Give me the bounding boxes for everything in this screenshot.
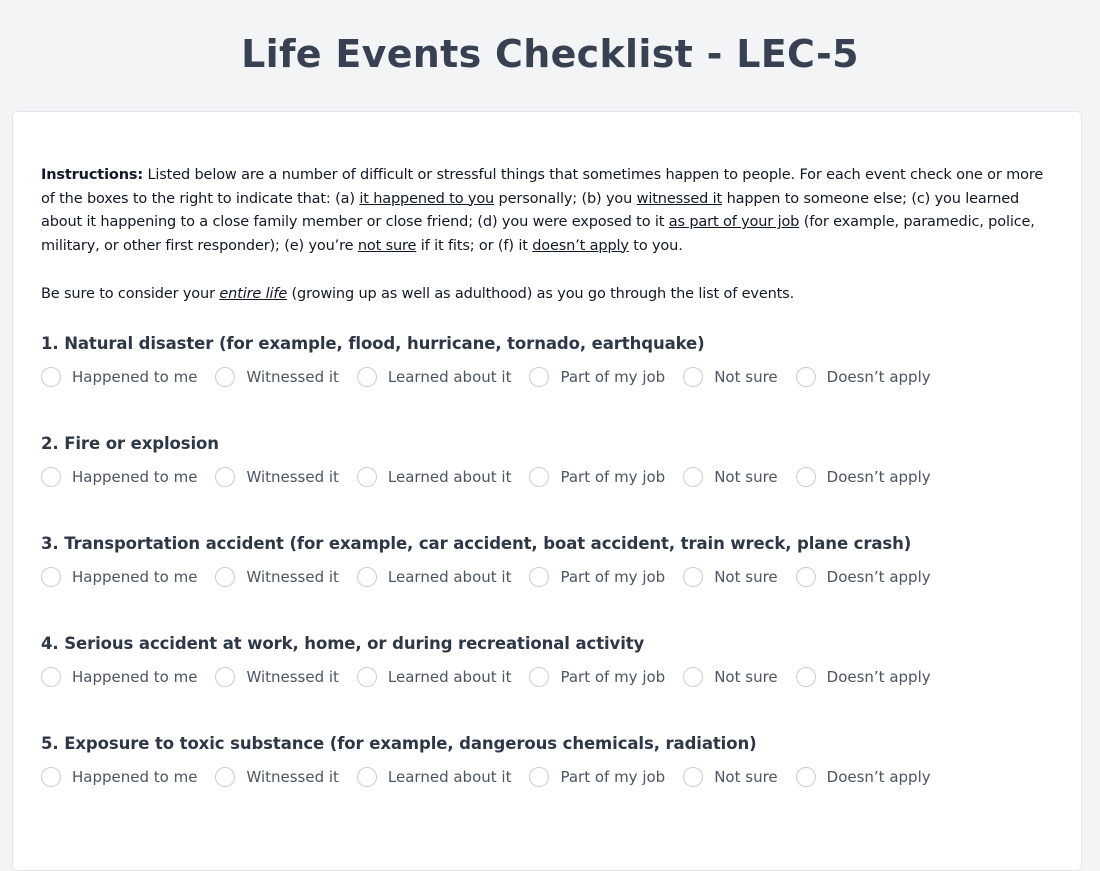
option-doesnt-apply[interactable] — [796, 567, 931, 587]
option-label: Part of my job — [560, 768, 666, 786]
option-happened-to-me[interactable] — [41, 767, 197, 787]
radio-button[interactable] — [683, 367, 703, 387]
option-doesnt-apply[interactable] — [796, 667, 931, 687]
radio-button[interactable] — [683, 567, 703, 587]
question-title: 5. Exposure to toxic substance (for example, dangerous chemicals, radiation) — [41, 734, 757, 753]
option-part-of-my-job[interactable] — [529, 767, 665, 787]
radio-button[interactable] — [41, 767, 61, 787]
option-label: Witnessed it — [246, 468, 339, 486]
option-group — [41, 565, 1053, 589]
consider-emphasis: entire life — [219, 286, 288, 302]
consider-text — [41, 283, 1053, 306]
radio-button[interactable] — [357, 667, 377, 687]
option-doesnt-apply[interactable] — [796, 467, 931, 487]
instructions-part: personally; (b) you — [494, 190, 637, 207]
option-witnessed-it[interactable] — [215, 667, 338, 687]
question-5 — [41, 732, 1053, 832]
radio-button[interactable] — [529, 567, 549, 587]
option-label: Part of my job — [560, 468, 666, 486]
question-3 — [41, 532, 1053, 632]
question-1 — [41, 332, 1053, 432]
checklist-card — [12, 111, 1082, 871]
option-label: Learned about it — [387, 768, 512, 786]
option-group — [41, 765, 1053, 789]
radio-button[interactable] — [796, 367, 816, 387]
radio-button[interactable] — [41, 467, 61, 487]
option-part-of-my-job[interactable] — [529, 367, 665, 387]
radio-button[interactable] — [529, 467, 549, 487]
option-witnessed-it[interactable] — [215, 767, 338, 787]
radio-button[interactable] — [796, 567, 816, 587]
option-not-sure[interactable] — [683, 567, 777, 587]
option-label: Part of my job — [560, 568, 666, 586]
instructions-emphasis: as part of your job — [668, 214, 800, 230]
option-label: Learned about it — [387, 368, 512, 386]
question-title: 1. Natural disaster (for example, flood, hurricane, tornado, earthquake) — [41, 334, 705, 353]
option-doesnt-apply[interactable] — [796, 767, 931, 787]
instructions-emphasis: witnessed it — [636, 190, 723, 207]
option-label: Happened to me — [72, 668, 198, 686]
option-learned-about-it[interactable] — [357, 367, 512, 387]
option-doesnt-apply[interactable] — [796, 367, 931, 387]
option-label: Happened to me — [72, 468, 198, 486]
radio-button[interactable] — [41, 367, 61, 387]
option-learned-about-it[interactable] — [357, 467, 512, 487]
option-label: Happened to me — [72, 568, 198, 586]
option-label: Not sure — [714, 468, 778, 486]
instructions-part: Listed below are a number of difficult or stressful things that sometimes happen to people. For each event check one or more of the boxes to the right to indicate that: (a) — [41, 167, 1044, 207]
question-2 — [41, 432, 1053, 532]
option-not-sure[interactable] — [683, 367, 777, 387]
option-happened-to-me[interactable] — [41, 467, 197, 487]
question-list — [41, 332, 1053, 832]
option-label: Doesn’t apply — [826, 668, 931, 686]
radio-button[interactable] — [357, 767, 377, 787]
radio-button[interactable] — [529, 767, 549, 787]
radio-button[interactable] — [41, 667, 61, 687]
page-title: Life Events Checklist - LEC-5 — [241, 32, 859, 76]
option-label: Doesn’t apply — [826, 468, 931, 486]
option-learned-about-it[interactable] — [357, 667, 512, 687]
option-label: Doesn’t apply — [826, 368, 931, 386]
instructions-part: if it fits; or (f) it — [416, 237, 533, 254]
option-not-sure[interactable] — [683, 467, 777, 487]
question-title: 3. Transportation accident (for example, car accident, boat accident, train wreck, plane crash) — [41, 534, 912, 553]
option-label: Doesn’t apply — [826, 768, 931, 786]
instructions-emphasis: not sure — [357, 237, 417, 254]
option-group — [41, 365, 1053, 389]
option-part-of-my-job[interactable] — [529, 467, 665, 487]
option-label: Witnessed it — [246, 668, 339, 686]
option-happened-to-me[interactable] — [41, 367, 197, 387]
radio-button[interactable] — [796, 467, 816, 487]
option-learned-about-it[interactable] — [357, 767, 512, 787]
option-label: Not sure — [714, 668, 778, 686]
question-4 — [41, 632, 1053, 732]
consider-part: (growing up as well as adulthood) as you go through the list of events. — [287, 286, 795, 302]
instructions-text — [41, 164, 1053, 258]
radio-button[interactable] — [215, 567, 235, 587]
option-label: Part of my job — [560, 668, 666, 686]
option-label: Not sure — [714, 768, 778, 786]
instructions-part: to you. — [628, 237, 683, 254]
option-witnessed-it[interactable] — [215, 467, 338, 487]
option-label: Part of my job — [560, 368, 666, 386]
option-label: Witnessed it — [246, 368, 339, 386]
option-witnessed-it[interactable] — [215, 367, 338, 387]
option-witnessed-it[interactable] — [215, 567, 338, 587]
radio-button[interactable] — [796, 667, 816, 687]
option-not-sure[interactable] — [683, 667, 777, 687]
option-label: Learned about it — [387, 468, 512, 486]
radio-button[interactable] — [529, 667, 549, 687]
option-label: Witnessed it — [246, 568, 339, 586]
option-group — [41, 665, 1053, 689]
option-not-sure[interactable] — [683, 767, 777, 787]
radio-button[interactable] — [683, 667, 703, 687]
option-label: Learned about it — [387, 568, 512, 586]
option-label: Not sure — [714, 368, 778, 386]
instructions-label: Instructions: — [41, 167, 144, 183]
question-title: 2. Fire or explosion — [41, 434, 219, 453]
option-label: Doesn’t apply — [826, 568, 931, 586]
radio-button[interactable] — [215, 667, 235, 687]
radio-button[interactable] — [357, 367, 377, 387]
question-title: 4. Serious accident at work, home, or during recreational activity — [41, 634, 645, 653]
radio-button[interactable] — [41, 567, 61, 587]
radio-button[interactable] — [357, 467, 377, 487]
radio-button[interactable] — [683, 467, 703, 487]
instructions-emphasis: doesn’t apply — [532, 237, 629, 254]
option-label: Happened to me — [72, 768, 198, 786]
radio-button[interactable] — [215, 467, 235, 487]
option-part-of-my-job[interactable] — [529, 667, 665, 687]
option-label: Not sure — [714, 568, 778, 586]
option-happened-to-me[interactable] — [41, 667, 197, 687]
radio-button[interactable] — [215, 767, 235, 787]
option-learned-about-it[interactable] — [357, 567, 512, 587]
radio-button[interactable] — [529, 367, 549, 387]
option-part-of-my-job[interactable] — [529, 567, 665, 587]
radio-button[interactable] — [357, 567, 377, 587]
radio-button[interactable] — [683, 767, 703, 787]
instructions-part: (for example, paramedic, police, military, or other first responder); (e) you’re — [41, 214, 1035, 254]
radio-button[interactable] — [796, 767, 816, 787]
radio-button[interactable] — [215, 367, 235, 387]
instructions-part: happen to someone else; (c) you learned about it happening to a close family member or close friend; (d) you were exposed to it — [41, 190, 1020, 230]
option-happened-to-me[interactable] — [41, 567, 197, 587]
option-label: Witnessed it — [246, 768, 339, 786]
option-label: Happened to me — [72, 368, 198, 386]
option-group — [41, 465, 1053, 489]
option-label: Learned about it — [387, 668, 512, 686]
consider-part: Be sure to consider your — [41, 286, 220, 302]
instructions-emphasis: it happened to you — [359, 190, 495, 207]
